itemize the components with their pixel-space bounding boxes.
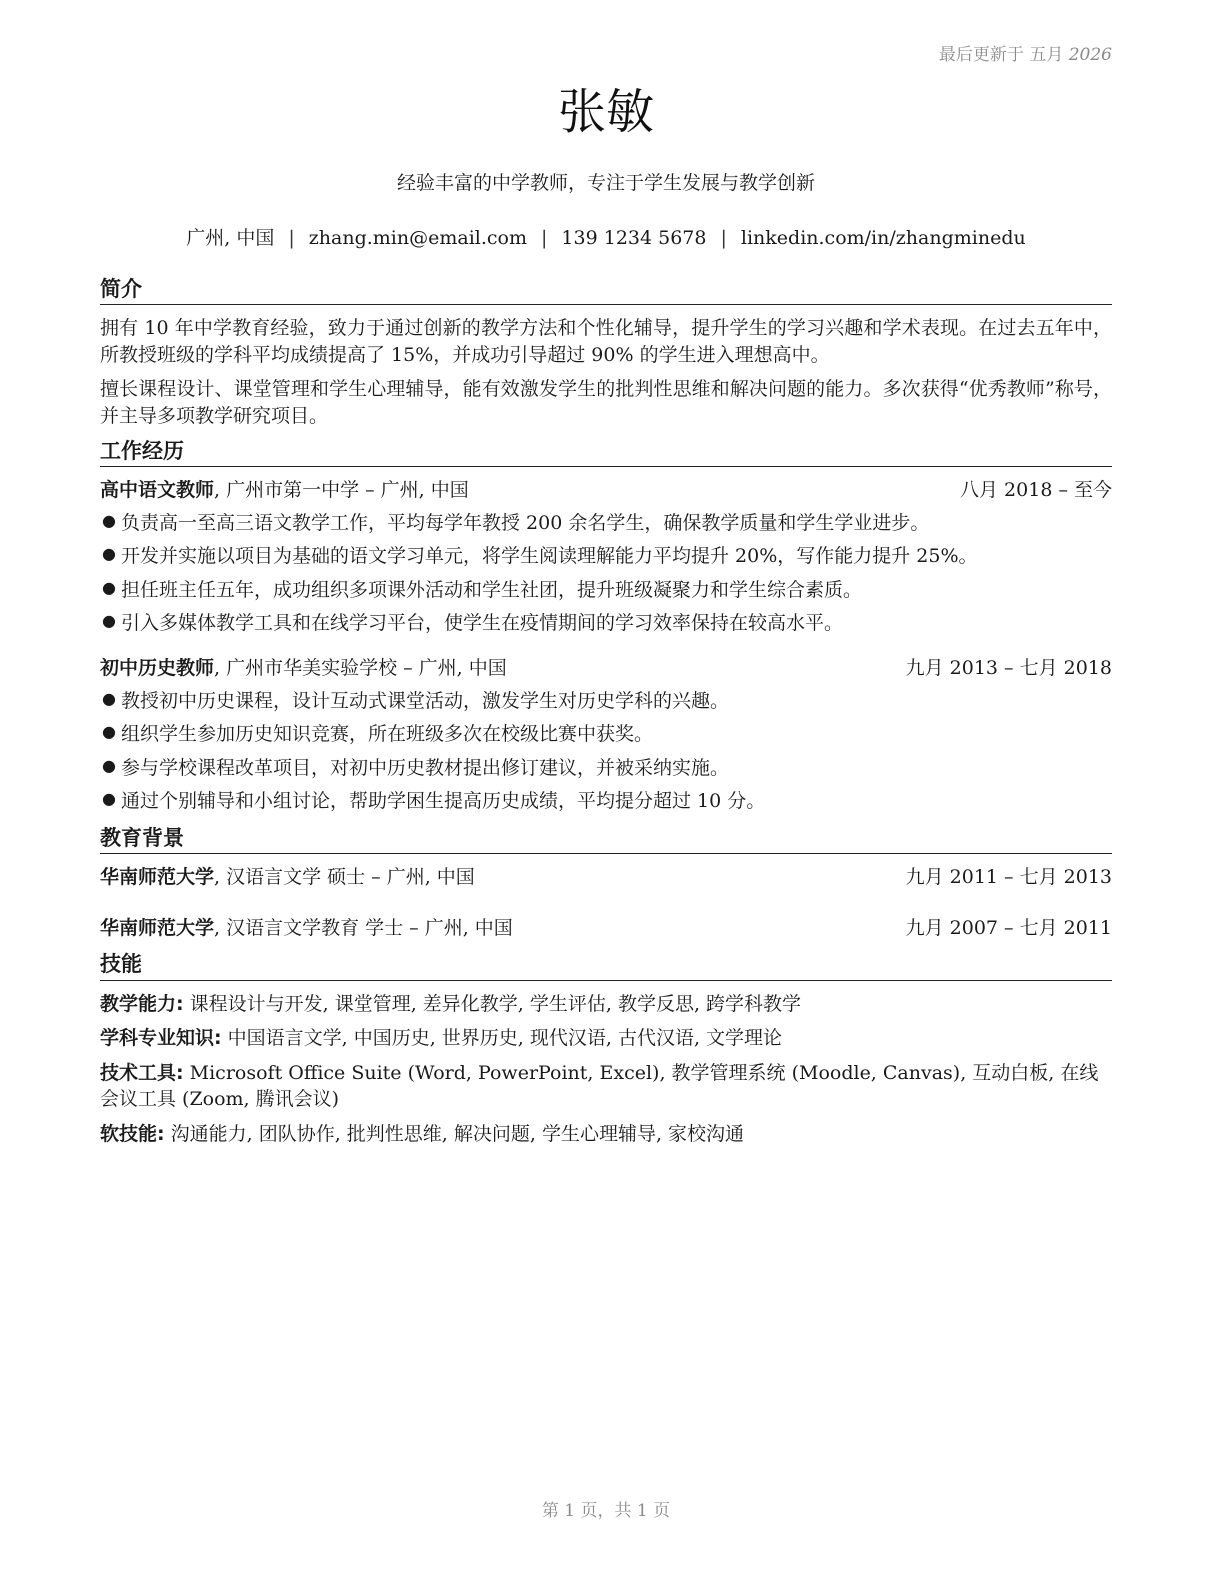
job-header (100, 477, 1112, 504)
bullet-text: 开发并实施以项目为基础的语文学习单元，将学生阅读理解能力平均提升 20%，写作能力提升 25%。 (121, 545, 978, 568)
job-bullets (100, 688, 1112, 815)
education-school: 华南师范大学 (100, 916, 215, 939)
job-title-line (100, 655, 507, 682)
bullet-text: 通过个别辅导和小组讨论，帮助学困生提高历史成绩，平均提分超过 10 分。 (121, 790, 766, 813)
contact-location: 广州, 中国 (186, 227, 275, 249)
bullet-icon: ● (102, 688, 116, 708)
resume-content (100, 276, 1112, 1156)
bullet-icon: ● (102, 722, 116, 742)
section-title: 技能 (100, 951, 1112, 980)
contact-email[interactable]: zhang.min@email.com (308, 227, 528, 249)
last-updated-year: 2026 (1068, 45, 1112, 65)
section-title: 简介 (100, 276, 1112, 305)
bullet-text: 担任班主任五年，成功组织多项课外活动和学生社团，提升班级凝聚力和学生综合素质。 (121, 578, 863, 601)
section-title: 工作经历 (100, 438, 1112, 467)
list-item (100, 788, 1112, 815)
list-item (100, 543, 1112, 570)
experience-section (100, 438, 1112, 815)
skill-value: 沟通能力, 团队协作, 批判性思维, 解决问题, 学生心理辅导, 家校沟通 (164, 1123, 745, 1146)
skill-item (100, 991, 1112, 1018)
education-item (100, 915, 1112, 942)
section-title: 教育背景 (100, 825, 1112, 854)
bullet-text: 负责高一至高三语文教学工作，平均每学年教授 200 余名学生，确保教学质量和学生学业进步。 (121, 511, 930, 534)
skill-item (100, 1025, 1112, 1052)
bullet-text: 组织学生参加历史知识竞赛，所在班级多次在校级比赛中获奖。 (121, 723, 654, 746)
education-dates: 九月 2011 – 七月 2013 (905, 866, 1112, 889)
education-item (100, 864, 1112, 891)
bullet-icon: ● (102, 577, 116, 597)
last-updated (939, 44, 1112, 68)
summary-section (100, 276, 1112, 430)
bullet-text: 教授初中历史课程，设计互动式课堂活动，激发学生对历史学科的兴趣。 (121, 689, 730, 712)
last-updated-prefix: 最后更新于 五月 (938, 45, 1064, 65)
summary-paragraph: 擅长课程设计、课堂管理和学生心理辅导，能有效激发学生的批判性思维和解决问题的能力。多次获得“优秀教师”称号，并主导多项教学研究项目。 (100, 378, 1112, 428)
job-role: 初中历史教师 (100, 656, 215, 679)
list-item (100, 577, 1112, 604)
resume-page (100, 0, 1112, 1584)
list-item (100, 610, 1112, 637)
skills-section (100, 951, 1112, 1147)
bullet-icon: ● (102, 755, 116, 775)
bullet-icon: ● (102, 789, 116, 809)
bullet-text: 参与学校课程改革项目，对初中历史教材提出修订建议，并被采纳实施。 (121, 756, 730, 779)
job-detail: , 广州市第一中学 – 广州, 中国 (214, 478, 469, 501)
skill-item (100, 1121, 1112, 1148)
headline: 经验丰富的中学教师，专注于学生发展与教学创新 (396, 172, 815, 194)
skill-label: 软技能: (100, 1123, 165, 1146)
page-footer: 第 1 页，共 1 页 (541, 1501, 671, 1522)
contact-phone: 139 1234 5678 (561, 227, 707, 249)
skill-label: 技术工具: (100, 1061, 184, 1084)
education-detail: , 汉语言文学 硕士 – 广州, 中国 (214, 866, 475, 889)
job-dates: 八月 2018 – 至今 (960, 478, 1112, 501)
contact-separator: | (541, 227, 548, 249)
bullet-text: 引入多媒体教学工具和在线学习平台，使学生在疫情期间的学习效率保持在较高水平。 (121, 612, 844, 635)
job-title-line (100, 477, 469, 504)
list-item (100, 721, 1112, 748)
bullet-icon: ● (102, 544, 116, 564)
education-title-line (100, 864, 475, 891)
contact-separator: | (288, 227, 295, 249)
list-item (100, 755, 1112, 782)
job-role: 高中语文教师 (100, 478, 215, 501)
education-school: 华南师范大学 (100, 866, 215, 889)
skill-item (100, 1060, 1112, 1113)
skill-label: 教学能力: (100, 992, 184, 1015)
contact-separator: | (720, 227, 727, 249)
skill-value: 中国语言文学, 中国历史, 世界历史, 现代汉语, 古代汉语, 文学理论 (221, 1027, 783, 1050)
job-bullets (100, 510, 1112, 637)
contact-line (100, 225, 1112, 252)
candidate-name: 张敏 (557, 84, 654, 140)
education-dates: 九月 2007 – 七月 2011 (905, 916, 1112, 939)
skill-value: Microsoft Office Suite (Word, PowerPoint, Excel), 教学管理系统 (Moodle, Canvas), 互动白板, 在线会议工具 (Zoom, 腾讯会议) (100, 1061, 1099, 1111)
list-item (100, 510, 1112, 537)
job-detail: , 广州市华美实验学校 – 广州, 中国 (214, 656, 507, 679)
job-dates: 九月 2013 – 七月 2018 (905, 656, 1112, 679)
job-header (100, 655, 1112, 682)
bullet-icon: ● (102, 611, 116, 631)
skill-label: 学科专业知识: (100, 1027, 222, 1050)
education-title-line (100, 915, 513, 942)
skill-value: 课程设计与开发, 课堂管理, 差异化教学, 学生评估, 教学反思, 跨学科教学 (183, 992, 802, 1015)
education-section (100, 825, 1112, 941)
contact-linkedin[interactable]: linkedin.com/in/zhangminedu (740, 227, 1026, 249)
education-detail: , 汉语言文学教育 学士 – 广州, 中国 (214, 916, 513, 939)
list-item (100, 688, 1112, 715)
summary-paragraph: 拥有 10 年中学教育经验，致力于通过创新的教学方法和个性化辅导，提升学生的学习兴趣和学术表现。在过去五年中，所教授班级的学科平均成绩提高了 15%，并成功引导超过 90% 的学生进入理想高中。 (100, 317, 1112, 366)
bullet-icon: ● (102, 510, 116, 530)
